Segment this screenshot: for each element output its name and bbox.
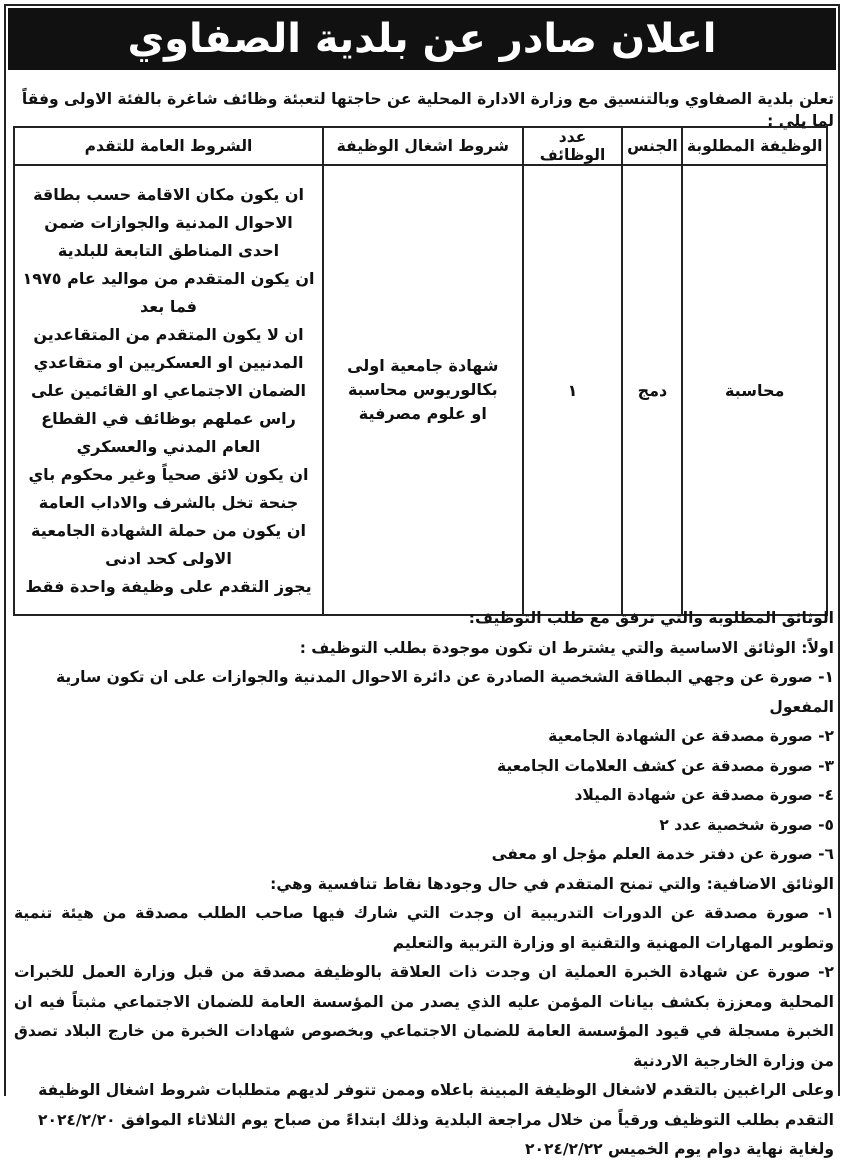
table-row — [14, 165, 827, 615]
intro-paragraph: تعلن بلدية الصفاوي وبالتنسيق مع وزارة الادارة المحلية عن حاجتها لتعبئة وظائف شاغرة بالفئة الاولى وفقاً لما يلي : — [21, 90, 834, 130]
condition-item: ان لا يكون المتقدم من المتقاعدين المدنيين او العسكريين او متقاعدي الضمان الاجتماعي او القائمين على راس عملهم بوظائف في القطاع العام المدني والعسكري — [31, 325, 306, 456]
header-conditions: الشروط العامة للتقدم — [14, 127, 323, 165]
list-item: ١- صورة عن وجهي البطاقة الشخصية الصادرة عن دائرة الاحوال المدنية والجوازات على ان تكون سارية المفعول — [56, 668, 834, 716]
cell-count: ١ — [523, 165, 623, 615]
list-item: ٢- صورة مصدقة عن الشهادة الجامعية — [548, 727, 834, 745]
list-item: ٤- صورة مصدقة عن شهادة الميلاد — [574, 786, 834, 804]
condition-item: ان يكون من حملة الشهادة الجامعية الاولى كحد ادنى — [31, 521, 306, 568]
header-job: الوظيفة المطلوبة — [682, 127, 827, 165]
basic-documents-heading: اولاً: الوثائق الاساسية والتي يشترط ان تكون موجودة بطلب التوظيف : — [299, 638, 834, 657]
table-header-row — [14, 127, 827, 165]
condition-item: ان يكون لائق صحياً وغير محكوم باي جنحة تخل بالشرف والاداب العامة — [28, 465, 309, 512]
list-item: ٦- صورة عن دفتر خدمة العلم مؤجل او معفى — [491, 845, 834, 863]
closing-paragraph: وعلى الراغبين بالتقدم لاشغال الوظيفة المبينة باعلاه وممن تتوفر لديهم متطلبات شروط اشغال الوظيفة التقدم بطلب التوظيف ورقياً من خلال مراجعة البلدية وذلك ابتداءً من صباح يوم الثلاثاء الموافق ٢٠٢٤/٢/٢٠ ولغاية نهاية دوام يوم الخميس ٢٠٢٤/٢/٢٢ — [38, 1081, 834, 1158]
header-gender: الجنس — [622, 127, 682, 165]
condition-item: ان يكون المتقدم من مواليد عام ١٩٧٥ فما بعد — [22, 269, 315, 316]
jobs-table — [13, 126, 828, 616]
extra-documents-heading: الوثائق الاضافية: والتي تمنح المتقدم في حال وجودها نقاط تنافسية وهي: — [270, 874, 834, 893]
list-item: ٥- صورة شخصية عدد ٢ — [659, 815, 834, 834]
cell-conditions — [14, 165, 323, 615]
page-title: اعلان صادر عن بلدية الصفاوي — [8, 8, 836, 70]
cell-gender: دمج — [622, 165, 682, 615]
list-item: ٣- صورة مصدقة عن كشف العلامات الجامعية — [496, 756, 834, 775]
documents-heading: الوثائق المطلوبة والتي ترفق مع طلب التوظيف: — [468, 609, 834, 627]
cell-job: محاسبة — [682, 165, 827, 615]
header-qualification: شروط اشغال الوظيفة — [323, 127, 523, 165]
condition-item: ان يكون مكان الاقامة حسب بطاقة الاحوال المدنية والجوازات ضمن احدى المناطق التابعة للبلدية — [33, 185, 304, 260]
list-item: ٢- صورة عن شهادة الخبرة العملية ان وجدت ذات العلاقة بالوظيفة مصدقة من قبل وزارة العمل للخبرات المحلية ومعززة بكشف بيانات المؤمن عليه الذي يصدر من المؤسسة العامة للضمان الاجتماعي مثبتاً فيه ان الخبرة مسجلة في قيود المؤسسة العامة للضمان الاجتماعي وبخصوص شهادات الخبرة من خارج البلاد تصدق من وزارة الخارجية الاردنية — [14, 963, 834, 1070]
documents-section — [14, 604, 834, 1165]
cell-qualification — [323, 165, 523, 615]
list-item: ١- صورة مصدقة عن الدورات التدريبية ان وجدت التي شارك فيها صاحب الطلب مصدقة من هيئة تنمية وتطوير المهارات المهنية والتقنية او وزارة التربية والتعليم — [14, 904, 834, 952]
header-count: عدد الوظائف — [523, 127, 623, 165]
condition-item: يجوز التقدم على وظيفة واحدة فقط — [25, 577, 312, 596]
qualification-text: شهادة جامعية اولى بكالوريوس محاسبة او علوم مصرفية — [347, 356, 499, 423]
